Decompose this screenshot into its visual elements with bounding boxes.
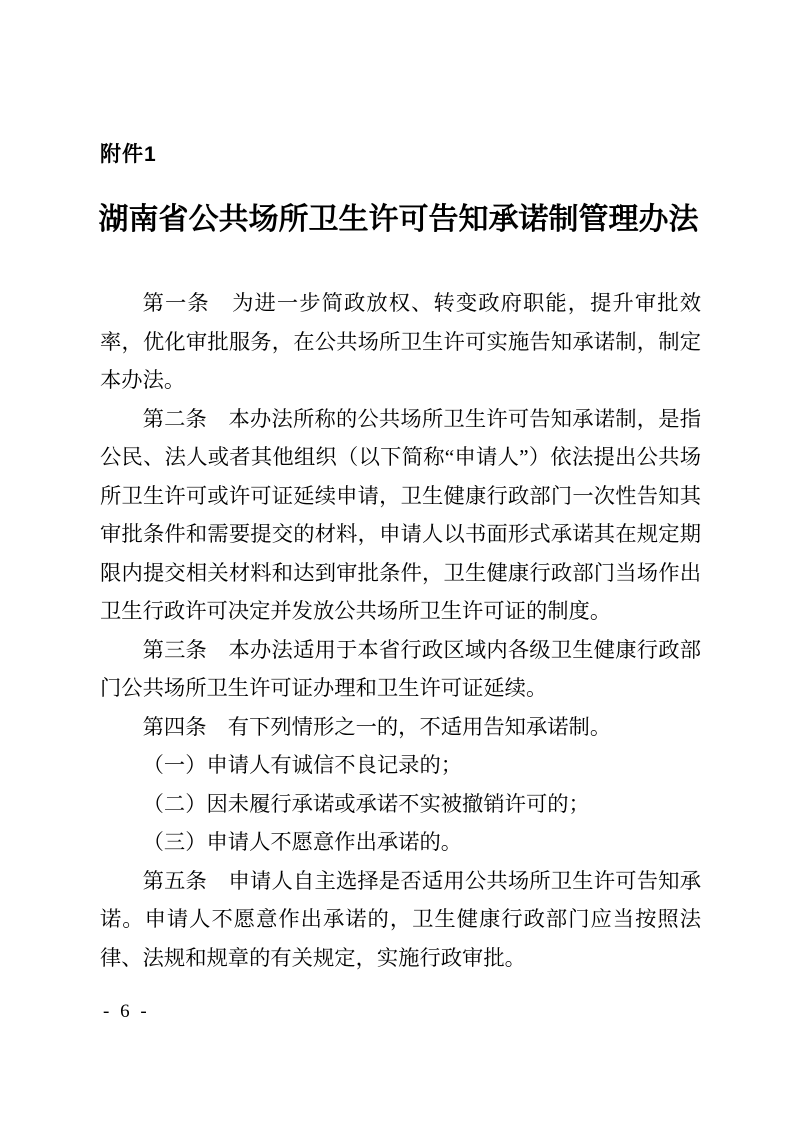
- attachment-label: 附件1: [100, 143, 157, 166]
- paragraph-article-5: 第五条 申请人自主选择是否适用公共场所卫生许可告知承诺。申请人不愿意作出承诺的，卫生健康行政部门应当按照法律、法规和规章的有关规定，实施行政审批。: [100, 868, 701, 970]
- paragraph-article-4: 第四条 有下列情形之一的，不适用告知承诺制。: [142, 714, 612, 739]
- paragraph-item-2: （二）因未履行承诺或承诺不实被撤销许可的；: [142, 791, 590, 816]
- document-title: 湖南省公共场所卫生许可告知承诺制管理办法: [98, 203, 699, 236]
- document-body: [100, 284, 701, 977]
- paragraph-article-1: 第一条 为进一步简政放权、转变政府职能，提升审批效率，优化审批服务，在公共场所卫生许可实施告知承诺制，制定本办法。: [100, 291, 701, 392]
- paragraph-item-1: （一）申请人有诚信不良记录的；: [142, 753, 463, 777]
- paragraph-article-3: 第三条 本办法适用于本省行政区域内各级卫生健康行政部门公共场所卫生许可证办理和卫生许可证延续。: [100, 637, 701, 700]
- paragraph-item-3: （三）申请人不愿意作出承诺的。: [142, 830, 463, 854]
- page-number: - 6 -: [103, 1001, 150, 1022]
- paragraph-article-2: 第二条 本办法所称的公共场所卫生许可告知承诺制，是指公民、法人或者其他组织（以下简称“申请人”）依法提出公共场所卫生许可或许可证延续申请，卫生健康行政部门一次性告知其审批条件和需要提交的材料，申请人以书面形式承诺其在规定期限内提交相关材料和达到审批条件，卫生健康行政部门当场作出卫生行政许可决定并发放公共场所卫生许可证的制度。: [100, 406, 701, 623]
